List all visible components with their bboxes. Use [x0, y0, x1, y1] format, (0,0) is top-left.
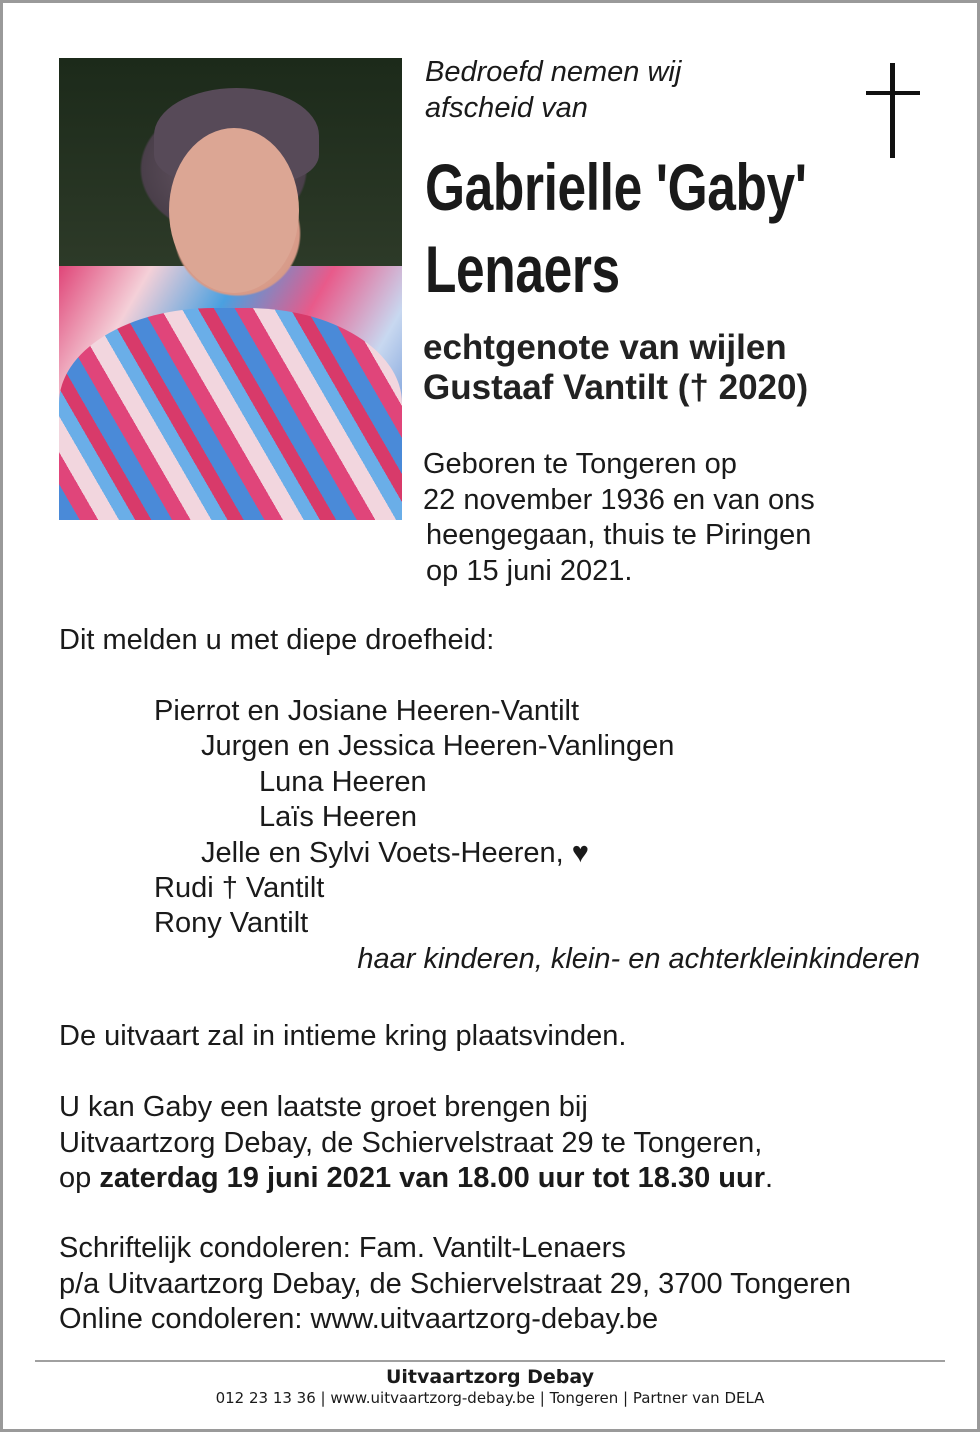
intro-line: afscheid van — [425, 92, 588, 124]
visit-prefix: op — [59, 1162, 100, 1194]
intro-text — [425, 54, 681, 126]
name-line: Gabrielle 'Gaby' — [425, 150, 807, 224]
spouse-line: Gustaaf Vantilt († 2020) — [423, 368, 809, 407]
visit-datetime: zaterdag 19 juni 2021 van 18.00 uur tot 18.30 uur — [99, 1162, 765, 1194]
spouse-info — [423, 328, 808, 408]
cross-icon-bar — [866, 91, 920, 95]
family-member: Jurgen en Jessica Heeren-Vanlingen — [201, 730, 675, 762]
footer-title: Uitvaartzorg Debay — [385, 1366, 595, 1388]
family-member: Luna Heeren — [259, 766, 427, 798]
visit-line: Uitvaartzorg Debay, de Schiervelstraat 29 te Tongeren, — [59, 1126, 763, 1159]
name-line: Lenaers — [425, 232, 620, 306]
born-line: Geboren te Tongeren op — [423, 448, 737, 480]
footer-info: 012 23 13 36 | www.uitvaartzorg-debay.be | Tongeren | Partner van DELA — [215, 1389, 765, 1407]
family-caption: haar kinderen, klein- en achterkleinkinderen — [357, 943, 920, 975]
family-member: Laïs Heeren — [259, 801, 417, 833]
visit-info — [59, 1090, 773, 1197]
born-line: heengegaan, thuis te Piringen — [426, 519, 812, 551]
funeral-text: De uitvaart zal in intieme kring plaatsvinden. — [59, 1020, 627, 1052]
born-line: op 15 juni 2021. — [426, 554, 633, 587]
photo-face — [169, 128, 299, 293]
spouse-line: echtgenote van wijlen — [423, 328, 787, 367]
family-member: Rudi † Vantilt — [154, 872, 325, 904]
family-member: Jelle en Sylvi Voets-Heeren, ♥ — [201, 837, 589, 869]
deceased-name — [425, 146, 807, 310]
intro-line: Bedroefd nemen wij — [425, 56, 682, 88]
announce-text: Dit melden u met diepe droefheid: — [59, 624, 495, 656]
cross-icon — [890, 63, 895, 158]
visit-line: U kan Gaby een laatste groet brengen bij — [59, 1091, 588, 1123]
condolence-line: Online condoleren: www.uitvaartzorg-debay.be — [59, 1303, 659, 1335]
condolence-line: p/a Uitvaartzorg Debay, de Schiervelstraat 29, 3700 Tongeren — [59, 1267, 852, 1300]
footer-divider — [35, 1360, 945, 1362]
birth-death-info — [423, 447, 815, 589]
visit-line — [59, 1161, 773, 1197]
photo-shirt — [59, 308, 402, 520]
condolence-line: Schriftelijk condoleren: Fam. Vantilt-Lenaers — [59, 1232, 626, 1264]
visit-suffix: . — [764, 1162, 774, 1194]
condolence-info — [59, 1231, 851, 1338]
portrait-photo — [59, 58, 402, 520]
family-member: Rony Vantilt — [154, 907, 309, 939]
family-member: Pierrot en Josiane Heeren-Vantilt — [154, 695, 580, 727]
born-line: 22 november 1936 en van ons — [423, 483, 815, 516]
